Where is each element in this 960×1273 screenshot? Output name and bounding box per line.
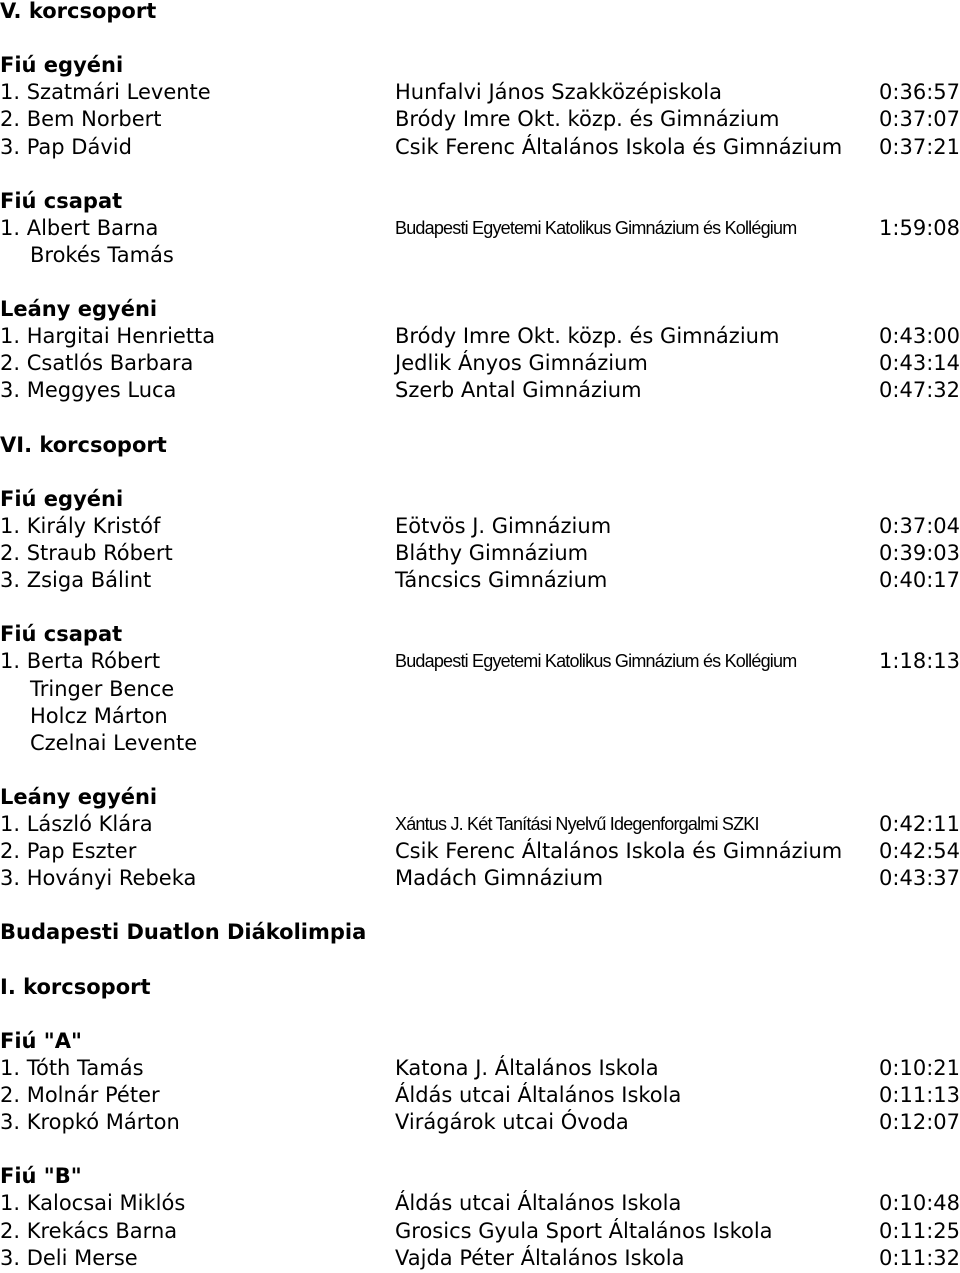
competitor-name: 3. Hoványi Rebeka — [0, 866, 197, 890]
category-heading-text: Leány egyéni — [0, 297, 158, 321]
result-row — [0, 350, 960, 377]
result-row — [0, 1245, 960, 1272]
finish-time: 0:10:21 — [879, 1056, 960, 1080]
finish-time: 0:42:54 — [879, 839, 960, 863]
school-name: Bródy Imre Okt. közp. és Gimnázium — [395, 324, 780, 348]
competitor-name: 1. Szatmári Levente — [0, 80, 211, 104]
school-name: Áldás utcai Általános Iskola — [395, 1191, 682, 1215]
competitor-name: 2. Pap Eszter — [0, 839, 137, 863]
finish-time: 1:18:13 — [879, 649, 960, 673]
school-name: Eötvös J. Gimnázium — [395, 514, 612, 538]
finish-time: 0:47:32 — [879, 378, 960, 402]
finish-time: 0:11:25 — [879, 1219, 960, 1243]
age-group-title-text: I. korcsoport — [0, 975, 151, 999]
competitor-name: 3. Zsiga Bálint — [0, 568, 152, 592]
school-name: Budapesti Egyetemi Katolikus Gimnázium és Kollégium — [395, 651, 797, 671]
finish-time: 0:43:00 — [879, 324, 960, 348]
school-name: Táncsics Gimnázium — [395, 568, 608, 592]
school-name: Bródy Imre Okt. közp. és Gimnázium — [395, 107, 780, 131]
competitor-name: 3. Deli Merse — [0, 1246, 138, 1270]
category-heading-text: Fiú egyéni — [0, 53, 124, 77]
finish-time: 0:10:48 — [879, 1191, 960, 1215]
result-row — [0, 134, 960, 161]
category-heading-text: Leány egyéni — [0, 785, 158, 809]
team-member-row — [0, 676, 960, 703]
category-heading — [0, 188, 960, 215]
finish-time: 0:43:37 — [879, 866, 960, 890]
result-row — [0, 648, 960, 675]
school-name: Hunfalvi János Szakközépiskola — [395, 80, 722, 104]
competitor-name: 3. Meggyes Luca — [0, 378, 177, 402]
team-member-name: Holcz Márton — [30, 704, 168, 728]
finish-time: 0:36:57 — [879, 80, 960, 104]
result-row — [0, 1082, 960, 1109]
result-row — [0, 215, 960, 242]
finish-time: 1:59:08 — [879, 216, 960, 240]
result-row — [0, 323, 960, 350]
result-row — [0, 865, 960, 892]
age-group-title — [0, 432, 960, 459]
school-name: Madách Gimnázium — [395, 866, 604, 890]
category-heading-text: Fiú csapat — [0, 622, 123, 646]
school-name: Csik Ferenc Általános Iskola és Gimnázium — [395, 839, 843, 863]
result-row — [0, 811, 960, 838]
finish-time: 0:42:11 — [879, 812, 960, 836]
result-row — [0, 1109, 960, 1136]
category-heading — [0, 784, 960, 811]
competitor-name: 3. Pap Dávid — [0, 135, 132, 159]
finish-time: 0:37:07 — [879, 107, 960, 131]
result-row — [0, 540, 960, 567]
category-heading — [0, 296, 960, 323]
category-heading — [0, 486, 960, 513]
competitor-name: 2. Krekács Barna — [0, 1219, 178, 1243]
age-group-title — [0, 0, 960, 25]
event-title-text: Budapesti Duatlon Diákolimpia — [0, 920, 367, 944]
competitor-name: 2. Molnár Péter — [0, 1083, 160, 1107]
team-member-row — [0, 242, 960, 269]
result-row — [0, 1218, 960, 1245]
team-member-row — [0, 730, 960, 757]
category-heading-text: Fiú csapat — [0, 189, 123, 213]
competitor-name: 1. Hargitai Henrietta — [0, 324, 216, 348]
competitor-name: 2. Bem Norbert — [0, 107, 162, 131]
category-heading-text: Fiú "B" — [0, 1164, 82, 1188]
team-member-name: Czelnai Levente — [30, 731, 198, 755]
competitor-name: 1. László Klára — [0, 812, 153, 836]
result-row — [0, 513, 960, 540]
competitor-name: 2. Csatlós Barbara — [0, 351, 194, 375]
age-group-title-text: VI. korcsoport — [0, 433, 167, 457]
competitor-name: 1. Tóth Tamás — [0, 1056, 144, 1080]
category-heading — [0, 1163, 960, 1190]
finish-time: 0:43:14 — [879, 351, 960, 375]
finish-time: 0:11:13 — [879, 1083, 960, 1107]
result-row — [0, 1055, 960, 1082]
school-name: Virágárok utcai Óvoda — [395, 1110, 629, 1134]
result-row — [0, 1190, 960, 1217]
age-group-title-text: V. korcsoport — [0, 0, 157, 23]
finish-time: 0:11:32 — [879, 1246, 960, 1270]
result-row — [0, 377, 960, 404]
age-group-title — [0, 974, 960, 1001]
result-row — [0, 79, 960, 106]
school-name: Grosics Gyula Sport Általános Iskola — [395, 1219, 773, 1243]
competitor-name: 3. Kropkó Márton — [0, 1110, 180, 1134]
school-name: Csik Ferenc Általános Iskola és Gimnázium — [395, 135, 843, 159]
school-name: Vajda Péter Általános Iskola — [395, 1246, 685, 1270]
category-heading-text: Fiú "A" — [0, 1029, 82, 1053]
result-row — [0, 838, 960, 865]
school-name: Szerb Antal Gimnázium — [395, 378, 642, 402]
category-heading — [0, 52, 960, 79]
school-name: Budapesti Egyetemi Katolikus Gimnázium és Kollégium — [395, 218, 797, 238]
category-heading — [0, 1028, 960, 1055]
competitor-name: 1. Király Kristóf — [0, 514, 161, 538]
competitor-name: 1. Kalocsai Miklós — [0, 1191, 186, 1215]
school-name: Áldás utcai Általános Iskola — [395, 1083, 682, 1107]
finish-time: 0:40:17 — [879, 568, 960, 592]
finish-time: 0:37:04 — [879, 514, 960, 538]
competitor-name: 2. Straub Róbert — [0, 541, 173, 565]
finish-time: 0:37:21 — [879, 135, 960, 159]
competitor-name: 1. Albert Barna — [0, 216, 159, 240]
school-name: Bláthy Gimnázium — [395, 541, 589, 565]
team-member-name: Brokés Tamás — [30, 243, 174, 267]
competitor-name: 1. Berta Róbert — [0, 649, 161, 673]
finish-time: 0:12:07 — [879, 1110, 960, 1134]
event-title — [0, 919, 960, 946]
result-row — [0, 106, 960, 133]
school-name: Katona J. Általános Iskola — [395, 1056, 659, 1080]
category-heading-text: Fiú egyéni — [0, 487, 124, 511]
finish-time: 0:39:03 — [879, 541, 960, 565]
school-name: Jedlik Ányos Gimnázium — [395, 351, 648, 375]
team-member-name: Tringer Bence — [30, 677, 175, 701]
school-name: Xántus J. Két Tanítási Nyelvű Idegenforgalmi SZKI — [395, 814, 759, 834]
team-member-row — [0, 703, 960, 730]
result-row — [0, 567, 960, 594]
category-heading — [0, 621, 960, 648]
